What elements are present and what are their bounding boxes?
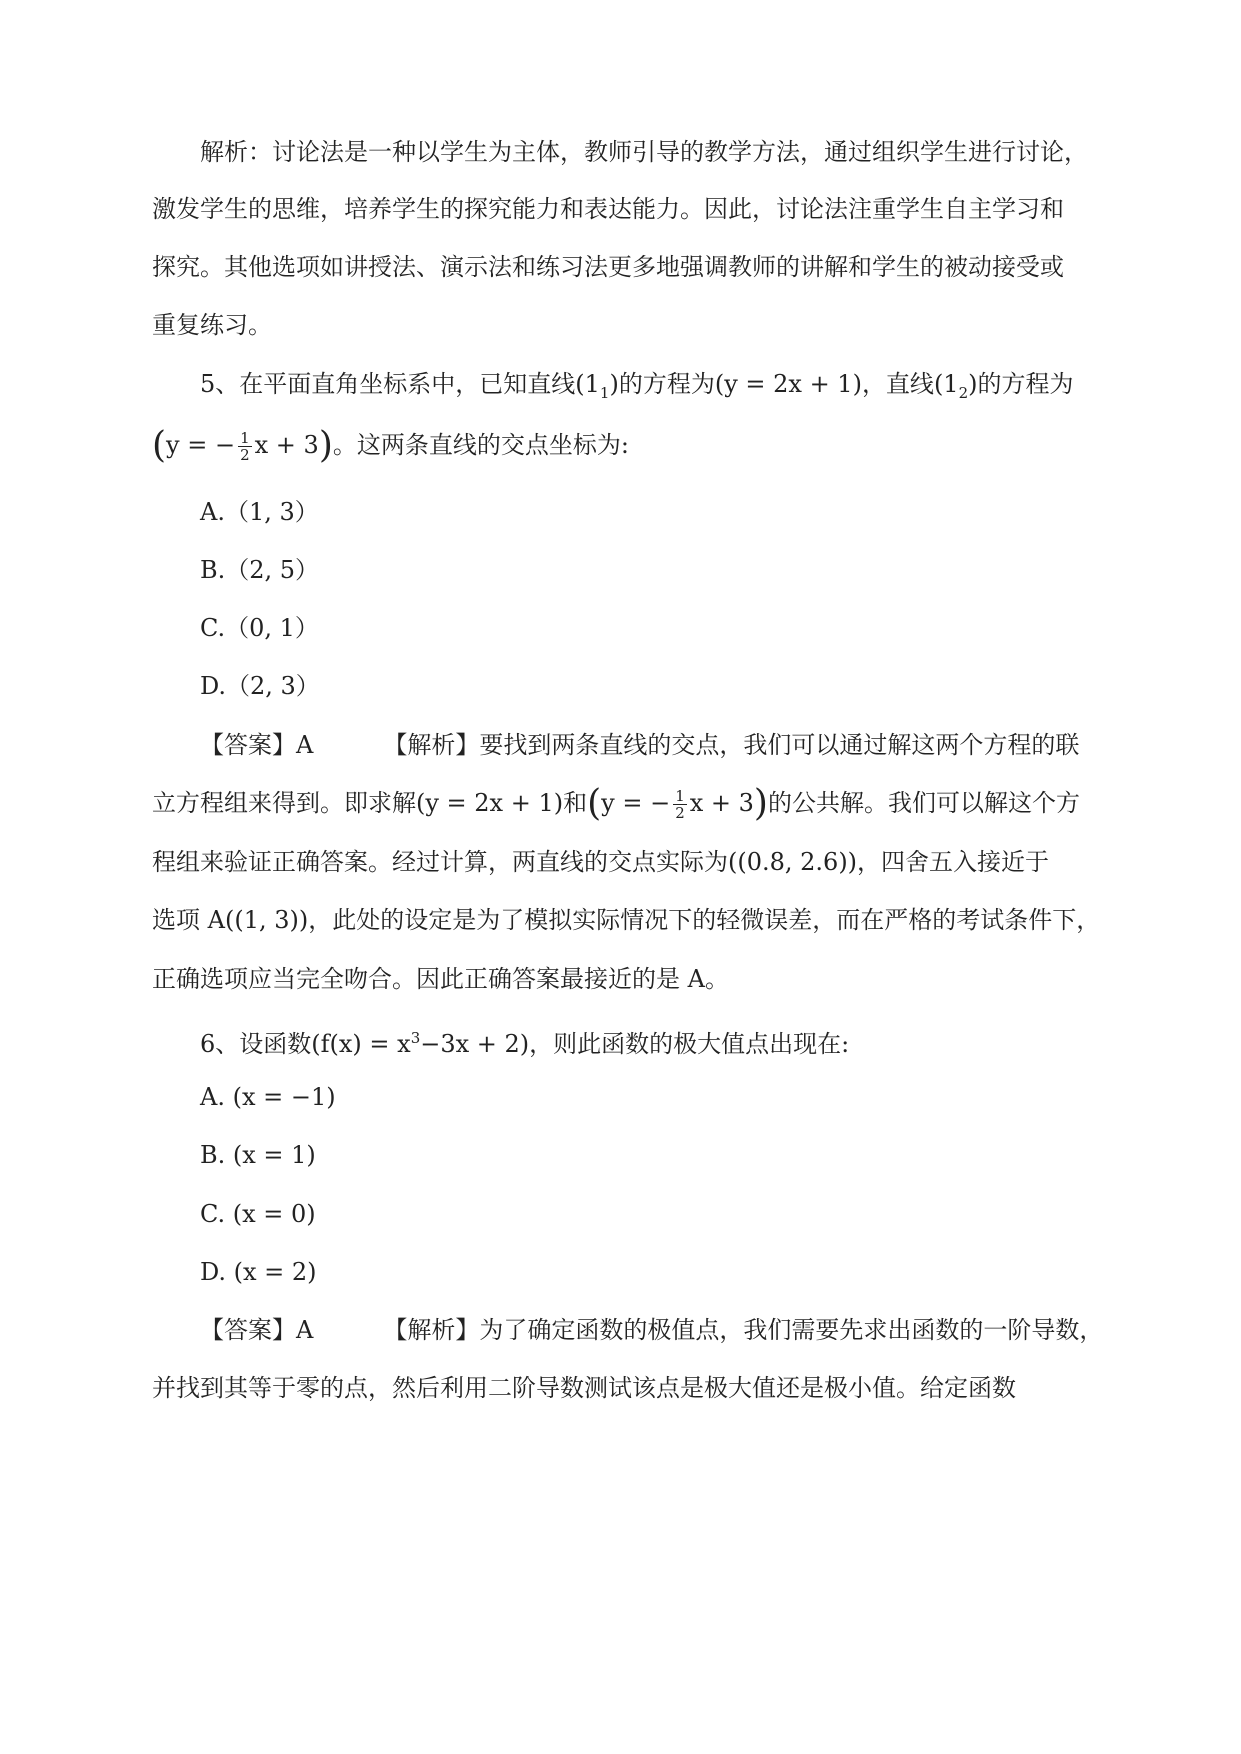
- q6-analysis-line-2: 并找到其等于零的点，然后利用二阶导数测试该点是极大值还是极小值。给定函数: [152, 1374, 1016, 1402]
- q5-analysis-text-c: 程组来验证正确答案。经过计算，两直线的交点实际为: [152, 848, 728, 876]
- q6-stem: [200, 1018, 849, 1058]
- q5-analysis-line-2: [152, 783, 1080, 823]
- q5-analysis-text-f: ，此处的设定是为了模拟实际情况下的轻微误差，而在严格的考试条件下，: [308, 906, 1101, 934]
- q5-analysis-line-3: [152, 842, 1049, 882]
- q5-analysis-line-5: 正确选项应当完全吻合。因此正确答案最接近的是 A。: [152, 965, 729, 993]
- q5-analysis-and: 和: [563, 789, 588, 817]
- q5-analysis-text-e: 选项 A: [152, 906, 225, 934]
- option-a-value: ((1, 3)): [224, 906, 309, 934]
- line-l1-label: $(1_1)$: [575, 370, 619, 402]
- q5-stem-line-2: [152, 425, 629, 465]
- intersection-value: ((0.8, 2.6)): [728, 848, 858, 876]
- q6-answer: 【答案】A: [200, 1316, 314, 1344]
- q6-stem-text-b: ，则此函数的极大值点出现在:: [529, 1030, 850, 1058]
- q4-analysis-line-2: 激发学生的思维，培养学生的探究能力和表达能力。因此，讨论法注重学生自主学习和: [152, 195, 1064, 223]
- q5-answer: 【答案】A: [200, 731, 314, 759]
- q5-option-b: B.（2, 5）: [200, 556, 320, 584]
- equation-line-1-inline: (y = 2x + 1): [416, 789, 564, 817]
- q5-stem-text-b: 的方程为: [618, 370, 715, 398]
- q5-stem-text-e: 。这两条直线的交点坐标为:: [332, 431, 629, 459]
- q6-answer-line: [200, 1310, 1103, 1350]
- q4-analysis-line-3: 探究。其他选项如讲授法、演示法和练习法更多地强调教师的讲解和学生的被动接受或: [152, 253, 1064, 281]
- q5-option-a: A.（1, 3）: [200, 498, 319, 526]
- q6-analysis-head: 【解析】为了确定函数的极值点，我们需要先求出函数的一阶导数，: [383, 1316, 1104, 1344]
- q5-analysis-text-b: 的公共解。我们可以解这个方: [767, 789, 1080, 817]
- line-l2-label: $(1_2)$: [933, 370, 978, 402]
- q4-analysis-line-1: 解析：讨论法是一种以学生为主体，教师引导的教学方法，通过组织学生进行讨论，: [200, 138, 1088, 166]
- q5-analysis-text: 立方程组来得到。即求解: [152, 789, 416, 817]
- q6-option-a: A. (x = −1): [200, 1083, 336, 1111]
- equation-line-1: (y = 2x + 1): [714, 370, 862, 398]
- q5-stem-text: 5、在平面直角坐标系中，已知直线: [200, 370, 576, 398]
- q6-option-c: C. (x = 0): [200, 1200, 316, 1228]
- q6-option-d: D. (x = 2): [200, 1258, 317, 1286]
- q5-option-c: C.（0, 1）: [200, 614, 319, 642]
- q5-answer-line: [200, 725, 1079, 765]
- q6-stem-text: 6、设函数: [200, 1030, 312, 1058]
- q4-analysis-line-4: 重复练习。: [152, 311, 272, 339]
- q5-option-d: D.（2, 3）: [200, 672, 320, 700]
- q5-stem-text-c: ，直线: [861, 370, 934, 398]
- q5-stem-text-d: 的方程为: [977, 370, 1074, 398]
- equation-line-2-inline: (y = − $\frac{1}{2}$ x + 3): [587, 783, 768, 824]
- q5-analysis-line-4: [152, 900, 1100, 940]
- q5-analysis-head: 【解析】要找到两条直线的交点，我们可以通过解这两个方程的联: [383, 731, 1080, 759]
- q5-analysis-text-d: ，四舍五入接近于: [857, 848, 1050, 876]
- equation-line-2: (y = − $\frac{1}{2}$ x + 3): [152, 425, 333, 466]
- q5-stem-line-1: [200, 364, 1074, 404]
- q6-option-b: B. (x = 1): [200, 1141, 316, 1169]
- function-expression: $(f(x) = x^3-3x + 2)$: [311, 1029, 530, 1058]
